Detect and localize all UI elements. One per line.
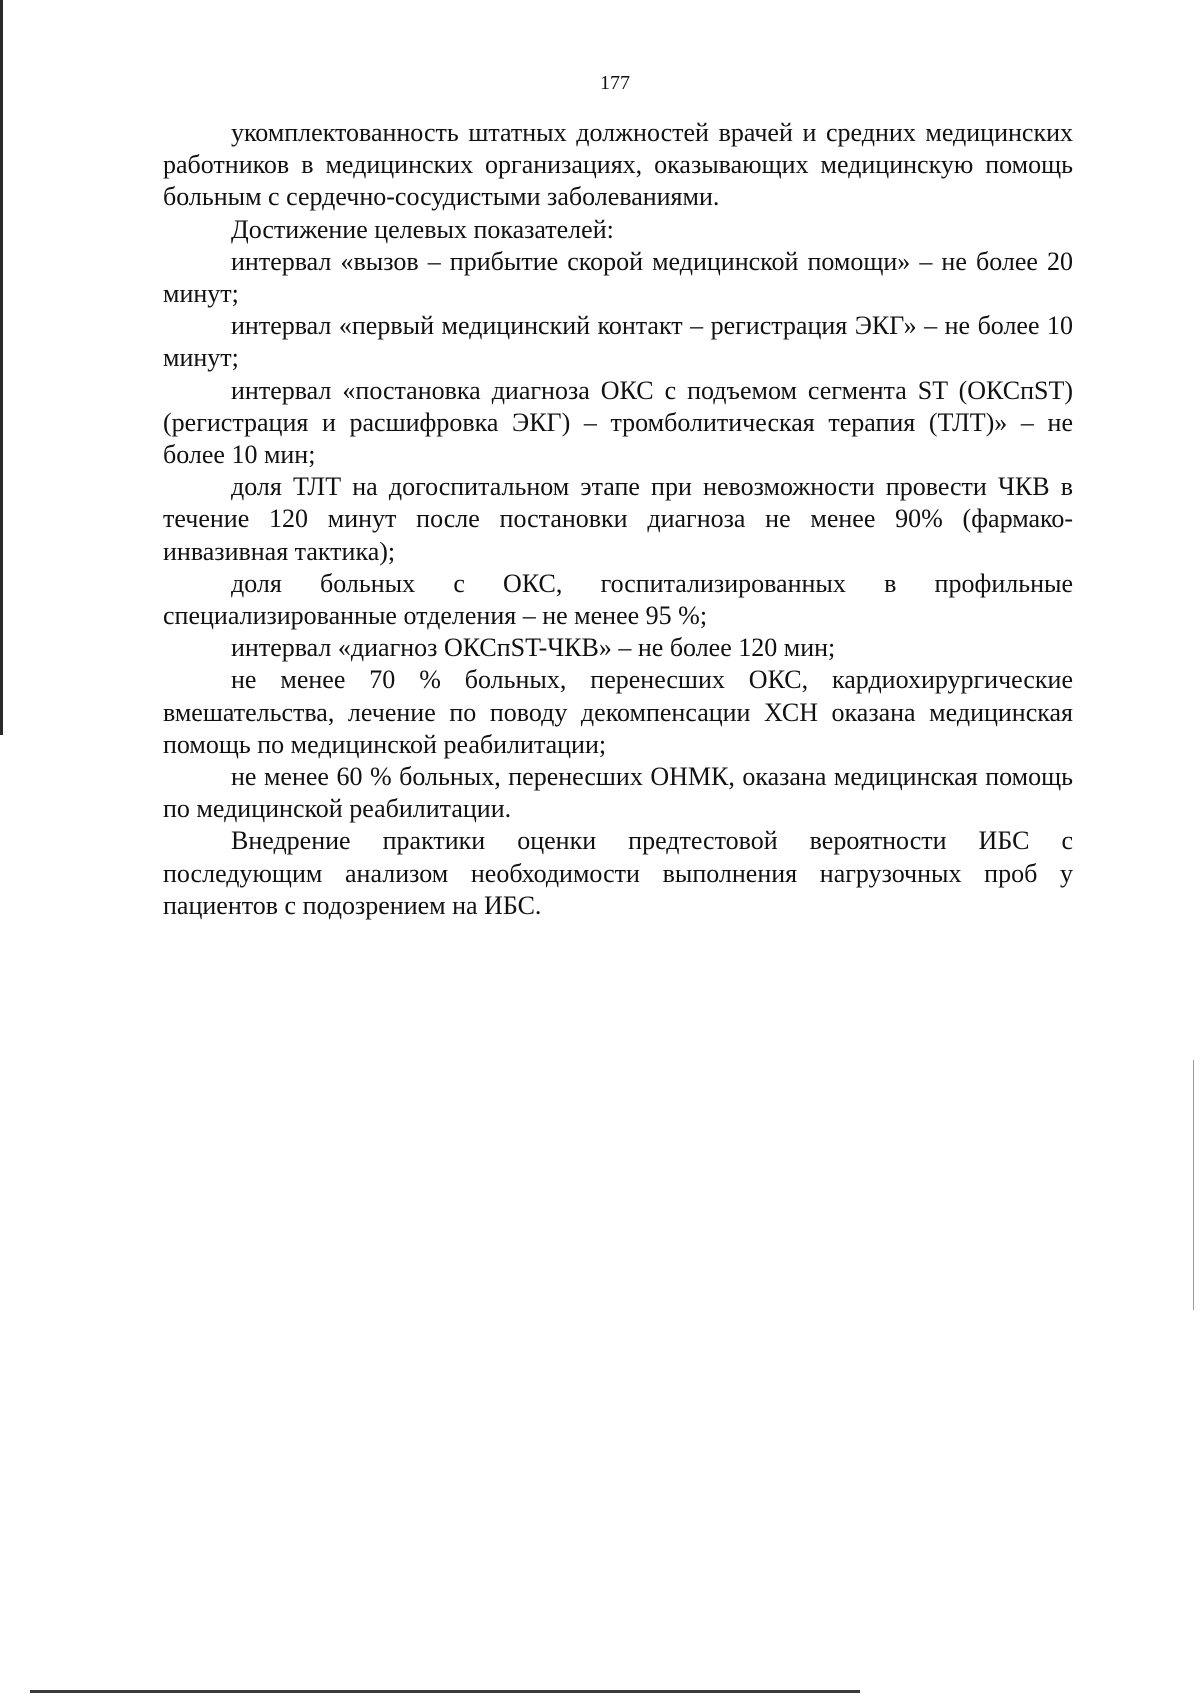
paragraph: Достижение целевых показателей: <box>231 214 614 244</box>
scan-edge-bottom <box>30 1690 860 1693</box>
paragraph: интервал «постановка диагноза ОКС с подъемом сегмента ST (ОКСпST) (регистрация и расшифровка ЭКГ) – тромболитическая терапия (ТЛТ)» – не более 10 мин; <box>163 375 1073 470</box>
scan-edge-left <box>0 0 3 735</box>
paragraph: не менее 70 % больных, перенесших ОКС, кардиохирургические вмешательства, лечение по поводу декомпенсации ХСН оказана медицинская помощь по медицинской реабилитации; <box>163 665 1073 759</box>
document-body <box>163 117 1073 922</box>
paragraph: укомплектованность штатных должностей врачей и средних медицинских работников в медицинских организациях, оказывающих медицинскую помощь больным с сердечно-сосудистыми заболеваниями. <box>163 118 1073 212</box>
paragraph: Внедрение практики оценки предтестовой вероятности ИБС с последующим анализом необходимости выполнения нагрузочных проб у пациентов с подозрением на ИБС. <box>163 826 1073 920</box>
page-number: 177 <box>600 72 630 94</box>
paragraph: интервал «вызов – прибытие скорой медицинской помощи» – не более 20 минут; <box>163 246 1073 309</box>
scan-edge-right <box>1193 1060 1194 1310</box>
paragraph: интервал «диагноз ОКСпST-ЧКВ» – не более 120 мин; <box>231 633 836 663</box>
paragraph: доля больных с ОКС, госпитализированных в профильные специализированные отделения – не менее 95 %; <box>163 568 1073 631</box>
paragraph: доля ТЛТ на догоспитальном этапе при невозможности провести ЧКВ в течение 120 минут после постановки диагноза не менее 90% (фармако-инвазивная тактика); <box>163 472 1073 566</box>
paragraph: не менее 60 % больных, перенесших ОНМК, оказана медицинская помощь по медицинской реабилитации. <box>163 762 1073 824</box>
paragraph: интервал «первый медицинский контакт – регистрация ЭКГ» – не более 10 минут; <box>163 311 1073 373</box>
